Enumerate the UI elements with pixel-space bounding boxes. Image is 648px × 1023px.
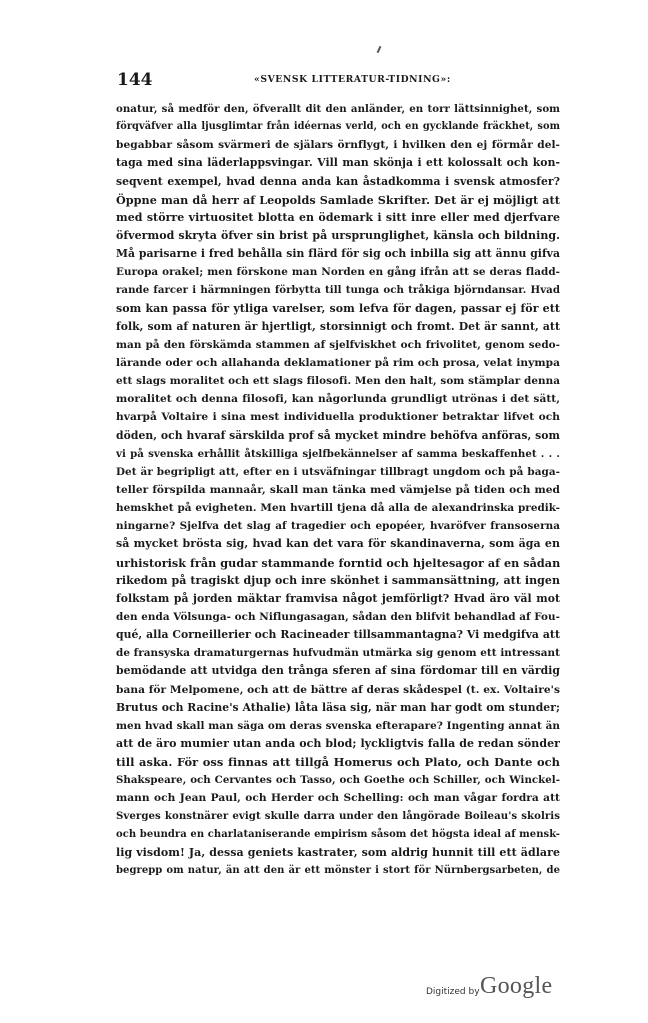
text-line: rande farcer i härmningen förbytta till tunga och tråkiga björndansar. Hvad [116,284,560,297]
text-line: öfvermod skryta öfver sin brist på ursprunglighet, känsla och bildning. [116,228,560,242]
text-line: mann och Jean Paul, och Herder och Schelling: och man vågar fordra att [116,792,560,805]
text-line: förqväfver alla ljusglimtar från idéernas verld, och en gycklande fräckhet, som [116,121,560,133]
text-line: Brutus och Racine's Athalie) låta läsa sig, när man har godt om stunder; [116,700,560,714]
text-line: så mycket brösta sig, hvad kan det vara för skandinaverna, som äga en [116,537,560,551]
text-line: Må parisarne i fred behålla sin flärd för sig och inbilla sig att ännu gifva [116,247,560,261]
text-line: taga med sina läderlappsvingar. Vill man skönja i ett kolossalt och kon- [116,156,560,170]
text-line: begabbar såsom svärmeri de själars örnflygt, i hvilken den ej förmår del- [116,139,560,152]
text-line: ett slags moralitet och ett slags filosofi. Men den halt, som stämplar denna [116,375,560,388]
text-line: folk, som af naturen är hjertligt, storsinnigt och fromt. Det är sannt, att [116,319,560,333]
text-line: Shakspeare, och Cervantes och Tasso, och Goethe och Schiller, och Winckel- [116,774,560,787]
text-line: hemskhet på evigheten. Men hvartill tjena då alla de alexandrinska predik- [116,502,560,515]
text-line: urhistorisk från gudar stammande forntid och hjeltesagor af en sådan [116,555,560,570]
text-line: onatur, så medför den, öfverallt dit den anländer, en torr lättsinnighet, som [116,103,560,115]
text-line: lärande oder och allahanda deklamationer på rim och prosa, velat inympa [116,356,560,369]
text-line: de fransyska dramaturgernas hufvudmän utmärka sig genom ett intressant [116,647,560,660]
text-line: bemödande att utvidga den trånga sferen af sina fördomar till en värdig [116,664,560,678]
text-line: döden, och hvaraf särskilda prof så mycket mindre behöfva anföras, som [116,428,560,442]
body-text [116,100,560,880]
text-line: till aska. För oss finnas att tillgå Homerus och Plato, och Dante och [116,755,560,770]
text-line: man på den förskämda stammen af sjelfviskhet och frivolitet, genom sedo- [116,338,560,351]
text-line: lig visdom! Ja, dessa geniets kastrater, som aldrig hunnit till ett ädlare [116,845,560,859]
text-line: teller förspilda mannaår, skall man tänka med vämjelse på tiden och med [116,483,560,496]
running-head: «SVENSK LITTERATUR-TIDNING»: [254,74,451,85]
text-line: qué, alla Corneillerier och Racineader tillsammantagna? Vi medgifva att [116,628,560,642]
text-line: Öppne man då herr af Leopolds Samlade Skrifter. Det är ej möjligt att [116,192,560,207]
text-line: som kan passa för ytliga varelser, som lefva för dagen, passar ej för ett [116,301,560,315]
text-line: Europa orakel; men förskone man Norden en gång ifrån att se deras fladd- [116,266,560,279]
digitized-label: Digitized by [426,987,480,997]
text-line: moralitet och denna filosofi, kan någorlunda grundligt utrönas i det sätt, [116,393,560,406]
text-line: folkstam på jorden mäktar framvisa något jemförligt? Hvad äro väl mot [116,591,560,605]
text-line: den enda Völsunga- och Niflungasagan, sådan den blifvit behandlad af Fou- [116,610,560,623]
text-line: begrepp om natur, än att den är ett mönster i stort för Nürnbergsarbeten, de [116,864,560,876]
page-header [117,70,557,92]
text-line: Det är begripligt att, efter en i utsväfningar tillbragt ungdom och på baga- [116,465,560,478]
stray-ink-mark [377,46,382,53]
text-line: ningarne? Sjelfva det slag af tragedier och epopéer, hvaröfver fransoserna [116,520,560,533]
text-line: rikedom på tragiskt djup och inre skönhet i sammansättning, att ingen [116,573,560,587]
text-line: att de äro mumier utan anda och blod; lyckligtvis falla de redan sönder [116,736,560,750]
text-line: Sverges konstnärer evigt skulle darra under den långörade Boileau's skolris [116,810,560,823]
text-line: seqvent exempel, hvad denna anda kan åstadkomma i svensk atmosfer? [116,174,560,188]
text-line: bana för Melpomene, och att de bättre af deras skådespel (t. ex. Voltaire's [116,683,560,696]
text-line: vi på svenska erhållit åtskilliga sjelfbekännelser af samma beskaffenhet . . . [116,447,560,460]
page-number: 144 [117,70,153,90]
text-line: hvarpå Voltaire i sina mest individuella produktioner betraktar lifvet och [116,411,560,424]
google-logo: Google [480,973,553,999]
text-line: med större virtuositet blotta en ödemark i sitt inre eller med djerfvare [116,210,560,224]
text-line: och beundra en charlataniserande empirism såsom det högsta ideal af mensk- [116,828,560,840]
text-line: men hvad skall man säga om deras svenska efterapare? Ingenting annat än [116,719,560,732]
